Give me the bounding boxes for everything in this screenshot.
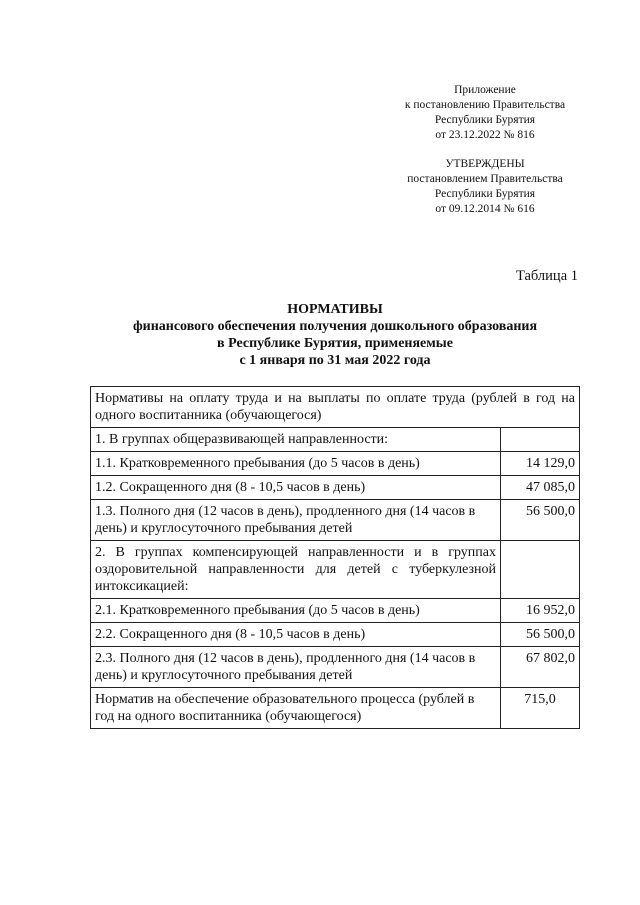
value-cell: [501, 428, 580, 452]
value-cell: 47 085,0: [501, 476, 580, 500]
row-label-cell: 1.2. Сокращенного дня (8 - 10,5 часов в день): [91, 476, 501, 500]
table-row: [91, 688, 580, 729]
value-cell: [501, 541, 580, 599]
value-cell: 56 500,0: [501, 623, 580, 647]
appendix-line: Республики Бурятия: [434, 114, 536, 126]
title-line: с 1 января по 31 мая 2022 года: [239, 353, 431, 368]
approved-line: от 09.12.2014 № 616: [435, 203, 535, 215]
norms-table: [90, 386, 580, 729]
value-cell: 56 500,0: [501, 500, 580, 541]
row-label-cell: 2.2. Сокращенного дня (8 - 10,5 часов в день): [91, 623, 501, 647]
group-label-cell: 2. В группах компенсирующей направленности и в группах оздоровительной направленности для детей с туберкулезной интоксикацией:: [91, 541, 501, 599]
table-row: [91, 476, 580, 500]
table-row: [91, 623, 580, 647]
appendix-line: к постановлению Правительства: [404, 99, 566, 111]
value-cell: 715,0: [501, 688, 580, 729]
title-line: в Республике Бурятия, применяемые: [217, 336, 453, 351]
table-row: [91, 428, 580, 452]
row-label-cell: 2.1. Кратковременного пребывания (до 5 часов в день): [91, 599, 501, 623]
title-line: НОРМАТИВЫ: [287, 302, 383, 317]
approved-line: Республики Бурятия: [434, 188, 536, 200]
table-number: Таблица 1: [515, 268, 578, 284]
row-label-cell: 1.1. Кратковременного пребывания (до 5 часов в день): [91, 452, 501, 476]
value-cell: 16 952,0: [501, 599, 580, 623]
row-label-cell: 2.3. Полного дня (12 часов в день), продленного дня (14 часов в день) и круглосуточного пребывания детей: [91, 647, 501, 688]
value-cell: 67 802,0: [501, 647, 580, 688]
title-line: финансового обеспечения получения дошкольного образования: [132, 319, 538, 334]
group-label-cell: 1. В группах общеразвивающей направленности:: [91, 428, 501, 452]
value-cell: 14 129,0: [501, 452, 580, 476]
approved-block: [380, 157, 590, 217]
approved-line: постановлением Правительства: [407, 173, 563, 185]
appendix-block: [380, 83, 590, 143]
approved-line: УТВЕРЖДЕНЫ: [445, 158, 525, 170]
table-row: [91, 541, 580, 599]
row-label-cell: Норматив на обеспечение образовательного процесса (рублей в год на одного воспитанника (обучающегося): [91, 688, 501, 729]
table-row: [91, 647, 580, 688]
row-label-cell: 1.3. Полного дня (12 часов в день), продленного дня (14 часов в день) и круглосуточного пребывания детей: [91, 500, 501, 541]
table-row: [91, 500, 580, 541]
table-header-row: [91, 387, 580, 428]
appendix-line: Приложение: [454, 84, 516, 96]
table-row: [91, 452, 580, 476]
table-row: [91, 599, 580, 623]
table-header-cell: Нормативы на оплату труда и на выплаты по оплате труда (рублей в год на одного воспитанника (обучающегося): [91, 387, 580, 428]
appendix-line: от 23.12.2022 № 816: [435, 129, 535, 141]
document-title: [60, 301, 610, 369]
